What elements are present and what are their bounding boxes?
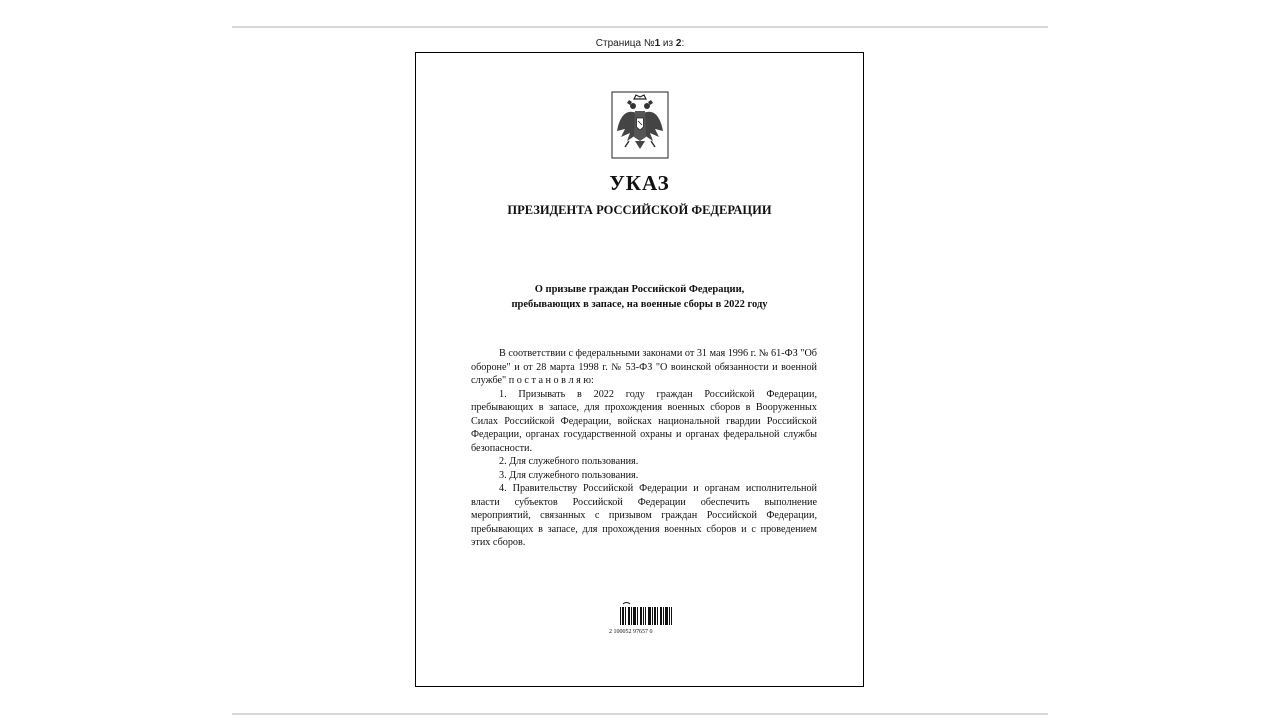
document-subtitle: ПРЕЗИДЕНТА РОССИЙСКОЙ ФЕДЕРАЦИИ [507, 203, 772, 217]
page-indicator [0, 38, 1280, 49]
paragraph-item-1: 1. Призывать в 2022 году граждан Российской Федерации, пребывающих в запасе, для прохождения военных сборов в Вооруженных Силах Российской Федерации, войсках национальной гвардии Российской Федерации, органах государственной охраны и органах федеральной службы безопасности. [471, 388, 817, 454]
paragraph-item-4: 4. Правительству Российской Федерации и органам исполнительной власти субъектов Российской Федерации обеспечить выполнение мероприятий, связанных с призывом граждан Российской Федерации, пребывающих в запасе, для прохождения военных сборов и с проведением этих сборов. [471, 483, 817, 548]
page-indicator-middle: из [660, 38, 676, 49]
paragraph-item-3: 3. Для служебного пользования. [499, 469, 639, 481]
paragraph-preamble: В соответствии с федеральными законами от 31 мая 1996 г. № 61-ФЗ "Об обороне" и от 28 марта 1998 г. № 53-ФЗ "О воинской обязанности и военной службе" п о с т а н о в л я ю: [471, 348, 817, 386]
document-heading [416, 282, 863, 312]
barcode-number: 2 100052 97657 0 [609, 629, 653, 635]
coat-of-arms-icon [611, 91, 669, 159]
heading-line-2: пребывающих в запасе, на военные сборы в 2022 году [511, 299, 768, 310]
page-indicator-total: 2 [675, 38, 682, 49]
page-indicator-suffix: : [681, 38, 685, 49]
document-title: УКАЗ [609, 171, 670, 195]
document-page [415, 52, 864, 687]
heading-line-1: О призыве граждан Российской Федерации, [534, 284, 745, 295]
page-indicator-prefix: Страница № [595, 38, 655, 49]
page-indicator-current: 1 [654, 38, 661, 49]
top-divider [232, 26, 1048, 28]
document-body [471, 347, 817, 550]
paragraph-item-2: 2. Для служебного пользования. [499, 456, 639, 467]
bottom-divider [232, 713, 1048, 715]
